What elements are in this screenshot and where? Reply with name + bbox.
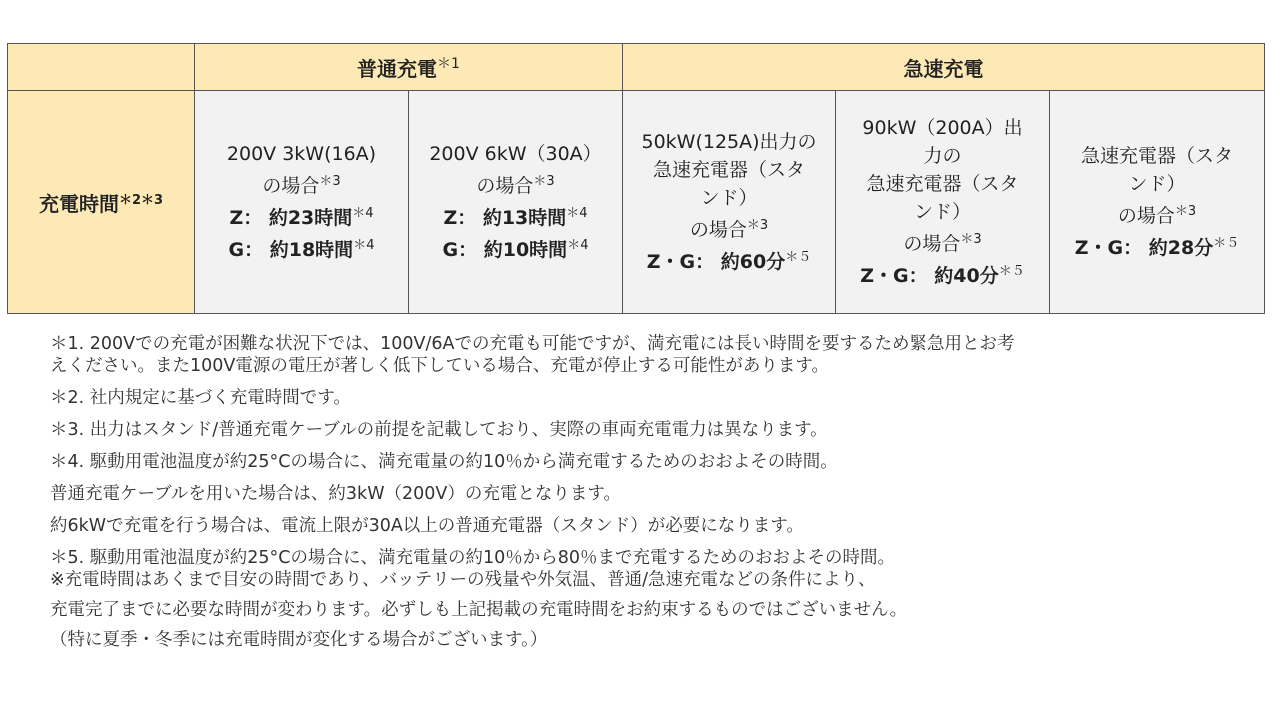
cell-normal-3kw — [195, 91, 409, 314]
footnote-line: ＊5. 駆動用電池温度が約25°Cの場合に、満充電量の約10％から80％まで充電するためのおおよその時間。 — [50, 548, 896, 568]
footnote-line: えください。また100V電源の電圧が著しく低下している場合、充電が停止する可能性があります。 — [50, 356, 829, 376]
footnote-line: ※充電時間はあくまで目安の時間であり、バッテリーの残量や外気温、普通/急速充電などの条件により、 — [50, 570, 876, 590]
row-label-charging-time — [8, 91, 195, 314]
row-label-text: 充電時間 — [38, 191, 119, 216]
cell-line — [623, 244, 835, 276]
cell-line-text: 200V 3kW(16A) — [226, 143, 377, 165]
cell-line — [409, 140, 622, 168]
footnote-line: ＊2. 社内規定に基づく充電時間です。 — [50, 388, 351, 408]
cell-line-text: Z・G： 約60分 — [646, 251, 786, 273]
footnote-item — [50, 419, 1250, 441]
cell-line — [195, 232, 408, 264]
footnote-line: ＊1. 200Vでの充電が困難な状況下では、100V/6Aでの充電も可能ですが、満充電には長い時間を要するため緊急用とお考 — [50, 334, 1015, 354]
cell-line — [1050, 170, 1264, 198]
footnote-marker: ＊4 — [567, 238, 589, 253]
footnote-item — [50, 451, 1250, 473]
cell-line-text: 急速充電器（スタ — [866, 173, 1019, 195]
footnote-marker: ＊3 — [1174, 204, 1197, 219]
cell-line-text: 90kW（200A）出 — [862, 117, 1023, 139]
footnote-marker: ＊５ — [998, 264, 1025, 279]
cell-line — [1050, 230, 1264, 262]
footnote-marker: ＊3 — [960, 232, 982, 247]
cell-line-text: の場合 — [1117, 205, 1175, 227]
footnote-marker: ＊５ — [1213, 236, 1240, 251]
cell-line — [623, 212, 835, 244]
cell-normal-6kw — [409, 91, 623, 314]
table-header-row — [8, 44, 1265, 91]
cell-line-text: 50kW(125A)出力の — [641, 131, 817, 153]
cell-quick-90kw — [836, 91, 1050, 314]
footnote-item — [50, 599, 1250, 621]
cell-line-text: の場合 — [262, 175, 320, 197]
cell-line — [195, 200, 408, 232]
header-quick-charging — [623, 44, 1265, 91]
cell-quick-standard — [1050, 91, 1265, 314]
header-corner-cell — [8, 44, 195, 91]
footnote-line: 約6kWで充電を行う場合は、電流上限が30A以上の普通充電器（スタンド）が必要になります。 — [50, 516, 804, 536]
footnote-marker: ＊3 — [746, 218, 769, 233]
footnote-line: 普通充電ケーブルを用いた場合は、約3kW（200V）の充電となります。 — [50, 484, 621, 504]
footnote-line: ＊3. 出力はスタンド/普通充電ケーブルの前提を記載しており、実際の車両充電電力は異なります。 — [50, 420, 828, 440]
cell-line — [836, 226, 1049, 258]
cell-line-text: 力の — [923, 145, 962, 167]
table-row-charging-time — [8, 91, 1265, 314]
footnote-marker: ＊3 — [533, 174, 555, 189]
cell-line-text: G： 約10時間 — [442, 239, 568, 261]
cell-line-text: の場合 — [476, 175, 534, 197]
cell-line — [623, 156, 835, 184]
cell-line-text: 急速充電器（スタ — [1081, 145, 1234, 167]
header-quick-label: 急速充電 — [903, 56, 984, 81]
footnote-item — [50, 333, 1250, 377]
footnote-item — [50, 387, 1250, 409]
cell-line-text: ンド） — [700, 187, 758, 209]
cell-line — [1050, 142, 1264, 170]
cell-line-text: G： 約18時間 — [228, 239, 354, 261]
footnotes — [50, 333, 1250, 651]
cell-line — [836, 114, 1049, 142]
footnote-item — [50, 515, 1250, 537]
footnote-marker: ＊５ — [785, 250, 812, 265]
footnote-marker: ＊3 — [319, 174, 341, 189]
cell-line-text: Z・G： 約28分 — [1074, 237, 1214, 259]
cell-line-text: ンド） — [914, 201, 972, 223]
cell-line — [409, 232, 622, 264]
cell-line — [836, 170, 1049, 198]
header-normal-footnote: ＊1 — [437, 55, 460, 72]
footnote-item — [50, 547, 1250, 591]
cell-line — [623, 128, 835, 156]
cell-quick-50kw — [623, 91, 836, 314]
footnote-marker: ＊4 — [566, 206, 588, 221]
footnote-line: 充電完了までに必要な時間が変わります。必ずしも上記掲載の充電時間をお約束するものではございません。 — [50, 600, 908, 620]
footnote-marker: ＊4 — [352, 206, 374, 221]
cell-line — [195, 140, 408, 168]
cell-line — [1050, 198, 1264, 230]
footnote-item — [50, 629, 1250, 651]
footnote-line: ＊4. 駆動用電池温度が約25°Cの場合に、満充電量の約10％から満充電するためのおおよその時間。 — [50, 452, 838, 472]
footnote-item — [50, 483, 1250, 505]
header-normal-label: 普通充電 — [357, 56, 438, 81]
charging-time-table — [7, 43, 1265, 314]
cell-line — [836, 258, 1049, 290]
cell-line-text: Z： 約23時間 — [229, 207, 353, 229]
footnote-line: （特に夏季・冬季には充電時間が変化する場合がございます。） — [50, 630, 548, 650]
header-normal-charging — [195, 44, 623, 91]
cell-line — [836, 198, 1049, 226]
cell-line-text: 急速充電器（スタ — [653, 159, 806, 181]
row-label-footnote: ＊2＊3 — [118, 192, 164, 208]
cell-line-text: Z・G： 約40分 — [860, 265, 999, 287]
cell-line — [409, 168, 622, 200]
cell-line — [195, 168, 408, 200]
cell-line-text: の場合 — [903, 233, 961, 255]
cell-line-text: Z： 約13時間 — [443, 207, 567, 229]
cell-line — [836, 142, 1049, 170]
cell-line — [623, 184, 835, 212]
cell-line — [409, 200, 622, 232]
footnote-marker: ＊4 — [353, 238, 375, 253]
cell-line-text: 200V 6kW（30A） — [429, 143, 602, 165]
cell-line-text: の場合 — [689, 219, 747, 241]
cell-line-text: ンド） — [1128, 173, 1186, 195]
